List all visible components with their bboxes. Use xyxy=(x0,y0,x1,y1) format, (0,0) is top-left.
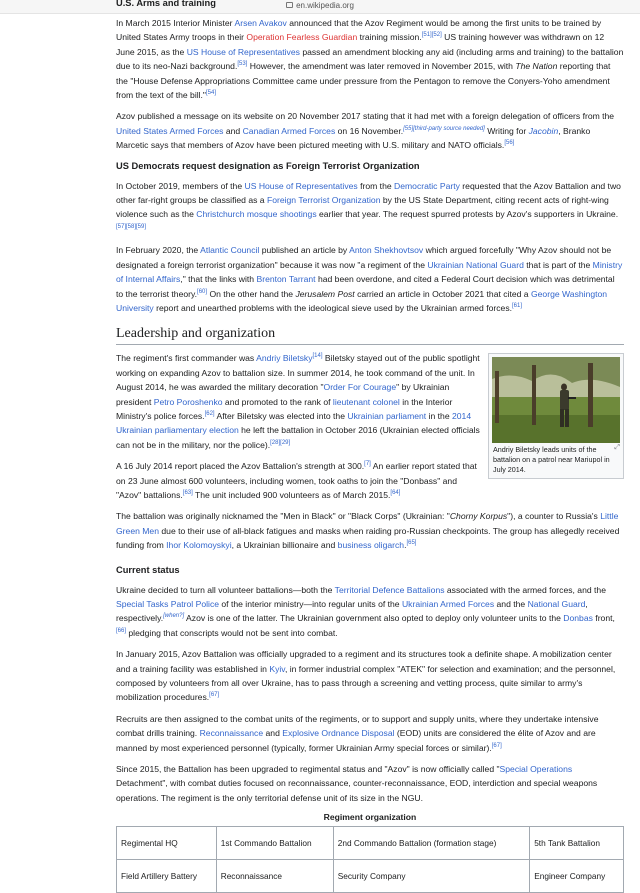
text: , in former industrial complex "ATEK" for selection and examination; and the personnel, composed by volunteers from all over Ukraine, has to pass through a screening and vetting process, quite similar to army's mobilization procedures. xyxy=(116,663,616,703)
regiment-organization-table xyxy=(116,826,624,893)
table-cell: Field Artillery Battery xyxy=(117,860,217,893)
link-lieutenant-colonel[interactable]: lieutenant colonel xyxy=(332,396,400,407)
text: In February 2020, the xyxy=(116,245,201,256)
citation[interactable]: [7] xyxy=(364,461,371,468)
text: , a Ukrainian billionaire and xyxy=(231,540,338,551)
text: Writing for xyxy=(484,125,529,136)
text: , respectively. xyxy=(116,599,588,624)
text: report and unearthed problems with the ideological sieve used by the Ukrainian armed forces. xyxy=(153,302,513,313)
table-cell: Security Company xyxy=(333,860,529,893)
table-cell: Engineer Company xyxy=(530,860,624,893)
link-atlantic-council[interactable]: Atlantic Council xyxy=(200,245,260,256)
text: The regiment's first commander was xyxy=(116,353,257,364)
text: An earlier report stated that on 23 June almost 600 volunteers, including women, took oaths to join the "Donbass" and "Azov" battalions. xyxy=(116,461,477,500)
italic-the-nation: The Nation xyxy=(515,61,558,72)
link-democratic-party[interactable]: Democratic Party xyxy=(394,180,460,191)
caption-text: Andriy Biletsky leads units of the battalion on a patrol near Mariupol in July 2014. xyxy=(493,445,610,475)
text: and the xyxy=(494,599,528,609)
citation[interactable]: [55][third-party source needed] xyxy=(403,125,485,132)
link-ihor-kolomoyskyi[interactable]: Ihor Kolomoyskyi xyxy=(166,540,232,551)
citation[interactable]: [56] xyxy=(504,140,515,147)
text: pledging that conscripts would not be sent into combat. xyxy=(126,627,338,638)
text: which argued forcefully "Why Azov should not be designated a foreign terrorist organization" because it was now "a regiment of the xyxy=(116,245,612,270)
citation[interactable]: [14] xyxy=(312,353,323,360)
text: Since 2015, the Battalion has been upgraded to regimental status and "Azov" is now officially called " xyxy=(116,764,500,775)
text: and xyxy=(223,125,243,136)
enlarge-icon[interactable]: ⤢ xyxy=(614,444,620,452)
text: Ukraine decided to turn all volunteer battalions—both the xyxy=(116,584,335,595)
text: and xyxy=(263,728,283,739)
text: of the interior ministry—into regular units of the xyxy=(219,599,402,609)
text: published an article by xyxy=(259,245,350,256)
italic-chorny-korpus: Chorny Korpus xyxy=(449,511,508,522)
text: and promoted to the rank of xyxy=(222,396,333,407)
paragraph-status-2 xyxy=(116,647,624,705)
link-ukrainian-national-guard[interactable]: Ukrainian National Guard xyxy=(427,259,524,270)
text: The unit included 900 volunteers as of March 2015. xyxy=(192,489,391,500)
citation[interactable]: [67] xyxy=(491,742,502,749)
paragraph-us-arms-1 xyxy=(116,16,624,102)
link-jacobin[interactable]: Jacobin xyxy=(528,125,559,136)
text: On the other hand the xyxy=(207,288,296,299)
text: "), a counter to Russia's xyxy=(507,511,601,522)
link-fto[interactable]: Foreign Terrorist Organization xyxy=(266,195,381,206)
thumbnail-caption xyxy=(492,443,620,475)
citation[interactable]: [63] xyxy=(182,490,193,497)
paragraph-us-arms-2 xyxy=(116,109,624,152)
paragraph-status-1 xyxy=(116,583,624,641)
citation[interactable]: [60] xyxy=(197,288,208,295)
link-andriy-biletsky[interactable]: Andriy Biletsky xyxy=(256,353,313,364)
citation[interactable]: [65] xyxy=(406,540,417,547)
text: In January 2015, Azov Battalion was officially upgraded to a regiment and its structures took a definite shape. A mobilization center and a training facility was established in xyxy=(116,649,612,674)
table-row xyxy=(117,860,624,893)
link-business-oligarch[interactable]: business oligarch xyxy=(337,540,405,551)
article-content xyxy=(116,0,624,893)
paragraph-status-3 xyxy=(116,712,624,755)
citation[interactable]: [66] xyxy=(116,627,127,634)
citation[interactable]: [54] xyxy=(205,90,216,97)
text: earlier that year. The request spurred protests by Azov's supporters in Ukraine. xyxy=(316,209,619,220)
text: in the xyxy=(426,410,452,421)
link-little-green-men[interactable]: Little Green Men xyxy=(116,511,619,536)
text: front, xyxy=(592,613,615,624)
link-arsen-avakov[interactable]: Arsen Avakov xyxy=(234,18,287,28)
paragraph-democrats-2 xyxy=(116,243,624,315)
citation[interactable]: [62] xyxy=(204,411,215,418)
link-christchurch[interactable]: Christchurch mosque shootings xyxy=(196,209,317,220)
link-us-house[interactable]: US House of Representatives xyxy=(186,46,300,57)
text: The battalion was originally nicknamed the "Men in Black" or "Black Corps" (Ukrainian: " xyxy=(116,511,450,522)
link-ukrainian-armed-forces[interactable]: Ukrainian Armed Forces xyxy=(401,599,495,609)
text: passed an amendment blocking any aid (including arms and training) to the battalion due to its neo-Nazi background. xyxy=(116,46,624,72)
link-us-armed-forces[interactable]: United States Armed Forces xyxy=(116,125,224,136)
link-territorial-defence[interactable]: Territorial Defence Battalions xyxy=(334,584,445,595)
text: Azov published a message on its website on 20 November 2017 stating that it had met with a foreign delegation of officers from the xyxy=(116,111,615,122)
text: , Branko Marcetic says that members of Azov have been pictured meeting with U.S. military and NATO officials. xyxy=(116,125,591,151)
thumbnail-figure[interactable] xyxy=(488,353,624,479)
text: reporting that the "House Defense Appropriations Committee came under pressure from the Pentagon to remove the Conyers-Yoho amendment from the text of the bill." xyxy=(116,61,611,101)
link-petro-poroshenko[interactable]: Petro Poroshenko xyxy=(153,396,223,407)
text: associated with the armed forces, and the xyxy=(444,584,606,595)
citation[interactable]: [67] xyxy=(209,692,220,699)
link-special-operations[interactable]: Special Operations xyxy=(499,764,573,775)
link-eod[interactable]: Explosive Ordnance Disposal xyxy=(282,728,395,739)
text: in the Interior Ministry's police forces. xyxy=(116,396,453,421)
text: In March 2015 Interior Minister xyxy=(116,18,235,28)
text: However, the amendment was later removed in November 2015, with xyxy=(247,61,516,72)
text: on 16 November. xyxy=(335,125,404,136)
link-ministry-internal-affairs[interactable]: Ministry of Internal Affairs xyxy=(116,259,623,285)
table-title: Regiment organization xyxy=(323,812,417,823)
table-cell: 1st Commando Battalion xyxy=(216,827,333,860)
citation[interactable]: [51][52] xyxy=(421,32,442,39)
text: US training however was withdrawn on 12 June 2015, as the xyxy=(116,32,605,57)
text: due to their use of all-black fatigues and masks when raiding pro-Russian checkpoints. The group has allegedly received funding from xyxy=(116,525,620,551)
citation[interactable]: [when?] xyxy=(163,613,185,620)
text: he left the battalion in October 2016 (Ukrainian elected officials can not be in the military, nor the police). xyxy=(116,425,480,450)
text: " by Ukrainian president xyxy=(116,382,450,407)
text: Biletsky stayed out of the public spotlight working on expanding Azov to battalion size. In summer 2014, he took command of the unit. In August 2014, he was awarded the military decoration " xyxy=(116,353,480,393)
heading-leadership: Leadership and organization xyxy=(116,326,624,345)
address-url: en.wikipedia.org xyxy=(296,1,354,10)
text: Detachment", with combat duties focused on reconnaissance, counter-reconnaissance, EOD, interdiction and special weapons operations. The regiment is the only territorial defense unit of its size in the NGU. xyxy=(116,778,598,803)
text: . xyxy=(404,540,407,551)
text: that is part of the xyxy=(523,259,593,270)
photo-biletsky-patrol[interactable] xyxy=(492,357,620,443)
paragraph-status-4 xyxy=(116,762,624,805)
paragraph-leadership-3 xyxy=(116,509,624,552)
link-order-for-courage[interactable]: Order For Courage xyxy=(323,382,397,393)
italic-jerusalem-post: Jerusalem Post xyxy=(295,288,355,299)
text: from the xyxy=(357,180,395,191)
text: training mission. xyxy=(357,32,422,43)
link-us-house-2[interactable]: US House of Representatives xyxy=(244,180,358,191)
citation[interactable]: [64] xyxy=(390,490,401,497)
link-kyiv[interactable]: Kyiv xyxy=(269,663,285,674)
link-brenton-tarrant[interactable]: Brenton Tarrant xyxy=(256,274,316,285)
text: A 16 July 2014 report placed the Azov Battalion's strength at 300. xyxy=(116,461,365,472)
table-row xyxy=(117,827,624,860)
link-ukrainian-parliament[interactable]: Ukrainian parliament xyxy=(347,410,427,421)
text: requested that the Azov Battalion and two other far-right groups be classified as a xyxy=(116,180,621,206)
table-cell: 5th Tank Battalion xyxy=(530,827,624,860)
text: Recruits are then assigned to the combat units of the regiments, or to support and supply units, where they undertake intensive combat drills training. xyxy=(116,713,599,739)
text: After Biletsky was elected into the xyxy=(214,410,348,421)
link-canadian-armed-forces[interactable]: Canadian Armed Forces xyxy=(242,125,336,136)
table-cell: Regimental HQ xyxy=(117,827,217,860)
link-gwu[interactable]: George Washington University xyxy=(116,288,608,313)
link-operation-fearless-guardian[interactable]: Operation Fearless Guardian xyxy=(246,32,358,43)
text: ," that the links with xyxy=(180,274,257,285)
heading-current-status: Current status xyxy=(116,564,180,575)
text: carried an article in October 2021 that cited a xyxy=(354,288,531,299)
table-cell: Reconnaissance xyxy=(216,860,333,893)
text: had been overdone, and cited a Federal Court decision which was detrimental to the terrorist theory. xyxy=(116,274,615,299)
link-2014-election[interactable]: 2014 Ukrainian parliamentary election xyxy=(116,410,472,436)
citation[interactable]: [57][58][59] xyxy=(116,224,147,231)
link-anton-shekhovtsov[interactable]: Anton Shekhovtsov xyxy=(349,245,424,256)
link-special-tasks-patrol[interactable]: Special Tasks Patrol Police xyxy=(116,599,220,609)
text: (EOD) units are considered the élite of Azov and are manned by most experienced personnel (typically, former Ukrainian Army special forces or similar). xyxy=(116,728,596,753)
paragraph-democrats-1 xyxy=(116,179,624,237)
link-reconnaissance[interactable]: Reconnaissance xyxy=(199,728,264,739)
text: In October 2019, members of the xyxy=(116,180,245,191)
citation[interactable]: [53] xyxy=(237,61,248,68)
text: by the US State Department, citing recent acts of right-wing violence such as the xyxy=(116,195,609,220)
table-cell: 2nd Commando Battalion (formation stage) xyxy=(333,827,529,860)
heading-us-democrats: US Democrats request designation as Foreign Terrorist Organization xyxy=(116,160,420,171)
text: announced that the Azov Regiment would be among the first units to be trained by United States Army troops in their xyxy=(116,18,602,43)
link-national-guard[interactable]: National Guard xyxy=(527,599,586,609)
text: Azov is one of the latter. The Ukrainian government also opted to deploy only volunteer units to the xyxy=(184,613,564,624)
citation[interactable]: [28][29] xyxy=(270,439,291,446)
link-donbas[interactable]: Donbas xyxy=(563,613,593,624)
heading-us-arms: U.S. Arms and training xyxy=(116,0,216,8)
citation[interactable]: [61] xyxy=(512,303,523,310)
